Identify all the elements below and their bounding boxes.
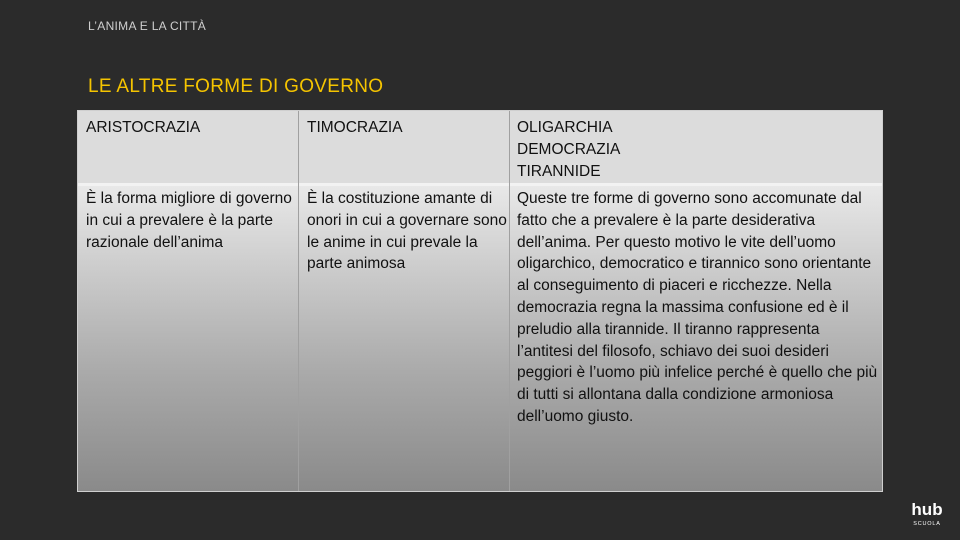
header-cell-aristocrazia: ARISTOCRAZIA bbox=[86, 119, 201, 136]
table-header-row bbox=[78, 111, 882, 186]
logo-brand-text: hub bbox=[911, 500, 943, 519]
governments-table bbox=[77, 110, 883, 492]
column-divider bbox=[298, 111, 299, 491]
page-title: LE ALTRE FORME DI GOVERNO bbox=[88, 76, 384, 97]
body-cell-other-forms: Queste tre forme di governo sono accomunate dal fatto che a prevalere è la parte desiderativa dell’anima. Per questo motivo le vite dell’uomo oligarchico, democratico e tirannico sono orientante al conseguimento di piaceri e ricchezze. Nella democrazia regna la massima confusione ed è il preludio alla tirannide. Il tiranno rappresenta l’antitesi del filosofo, schiavo dei suoi desideri peggiori è l’uomo più infelice perché è quello che più di tutti si allontana dalla condizione armoniosa dell’uomo giusto. bbox=[517, 190, 878, 425]
body-cell-aristocrazia: È la forma migliore di governo in cui a prevalere è la parte razionale dell’anima bbox=[86, 190, 292, 251]
logo-sub-text: SCUOLA bbox=[913, 521, 941, 527]
hub-scuola-logo bbox=[908, 498, 946, 528]
body-cell-timocrazia: È la costituzione amante di onori in cui a governare sono le anime in cui prevale la parte animosa bbox=[307, 190, 507, 273]
header-cell-oligarchia-democrazia-tirannide: OLIGARCHIA DEMOCRAZIA TIRANNIDE bbox=[517, 119, 621, 180]
section-kicker: L’ANIMA E LA CITTÀ bbox=[88, 19, 207, 33]
column-divider bbox=[509, 111, 510, 491]
header-cell-timocrazia: TIMOCRAZIA bbox=[307, 119, 403, 136]
